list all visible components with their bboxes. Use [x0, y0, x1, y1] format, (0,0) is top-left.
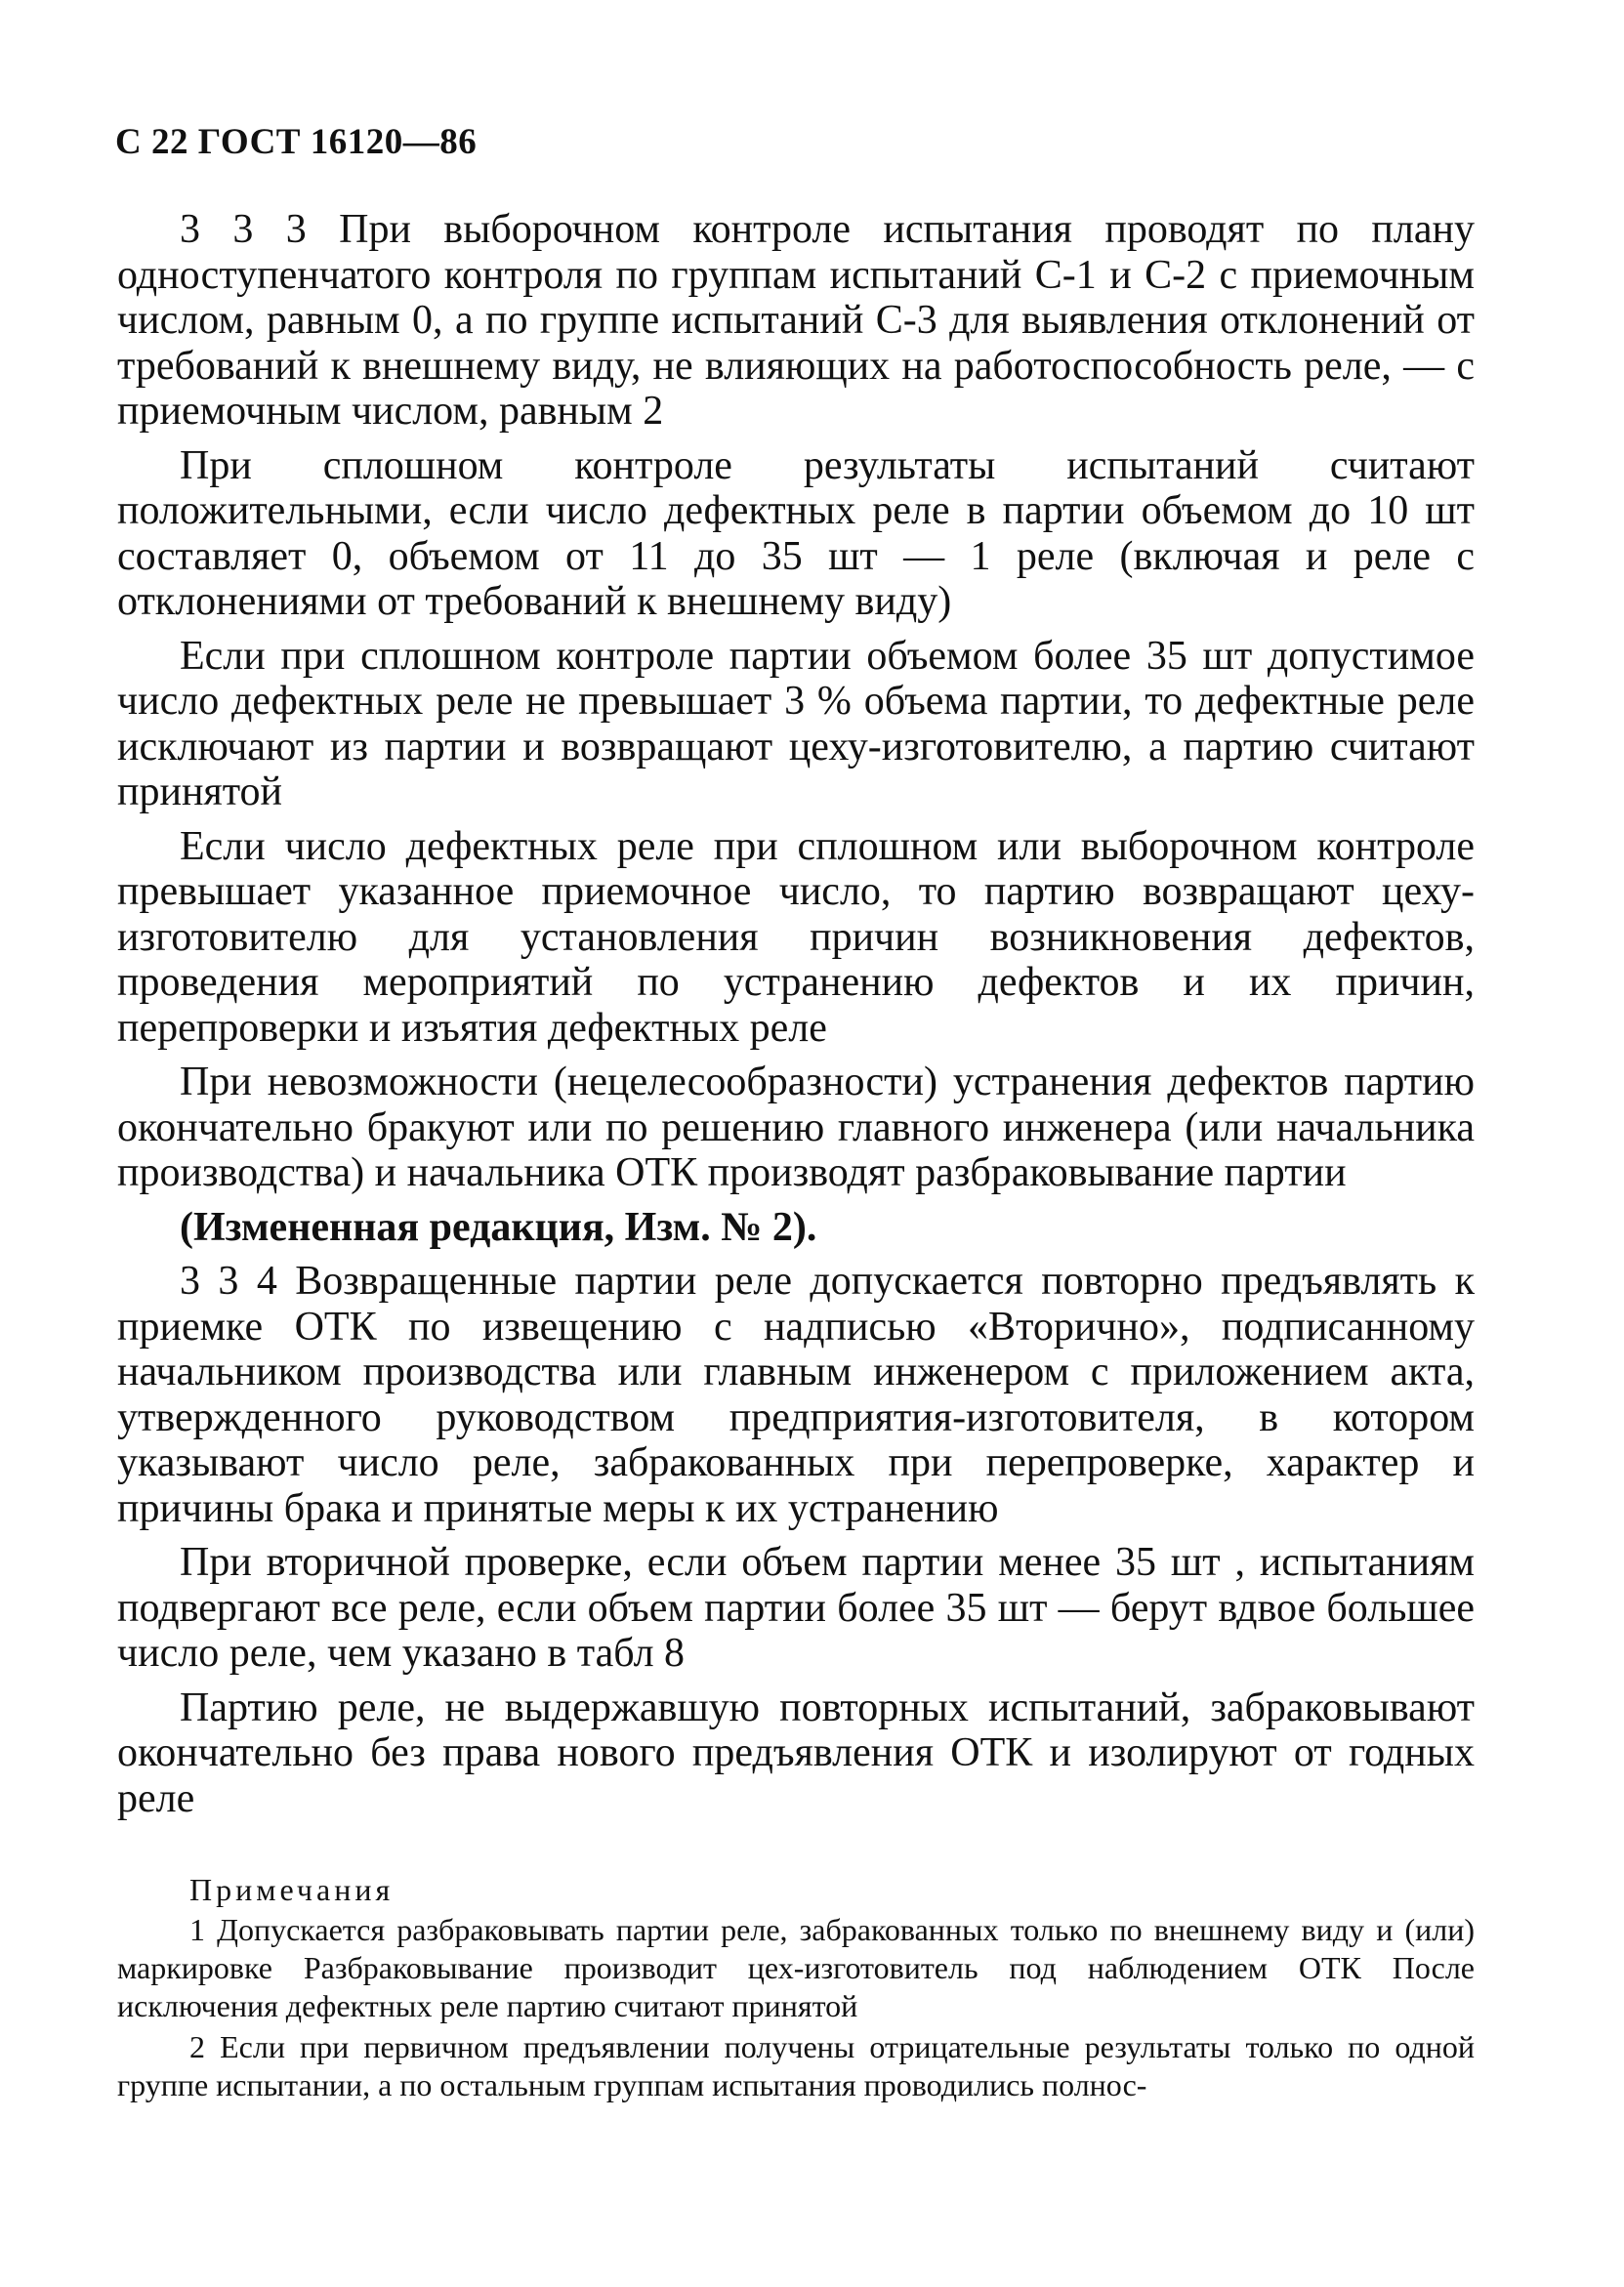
paragraph-impossibility: При невозможности (нецелесообразности) устранения дефектов партию окончательно бракуют или по решению главного инженера (или начальника производства) и начальника ОТК производят разбраковывание партии — [117, 1060, 1475, 1195]
notes-title: Примечания — [189, 1872, 395, 1907]
paragraph-3-3-4: 3 3 4 Возвращенные партии реле допускается повторно предъявлять к приемке ОТК по извещению с надписью «Вторично», подписанному начальником производства или главным инженером с приложением акта, утвержденного руководством предприятия-изготовителя, в котором указывают число реле, забракованных при перепроверке, характер и причины брака и принятые меры к их устранению — [117, 1259, 1475, 1531]
paragraph-over-35: Если при сплошном контроле партии объемом более 35 шт допустимое число дефектных реле не превышает 3 % объема партии, то дефектные реле исключают из партии и возвращают цеху-изготовителю, а партию считают принятой — [117, 633, 1475, 814]
paragraph-rejected-batch: Партию реле, не выдержавшую повторных испытаний, забраковывают окончательно без права нового предъявления ОТК и изолируют от годных реле — [117, 1684, 1475, 1821]
paragraph-secondary-check: При вторичной проверке, если объем партии менее 35 шт , испытаниям подвергают все реле, если объем партии более 35 шт — берут вдвое большее число реле, чем указано в табл 8 — [117, 1540, 1475, 1676]
amendment-note: (Измененная редакция, Изм. № 2). — [180, 1204, 817, 1250]
paragraph-defect-exceeds: Если число дефектных реле при сплошном или выборочном контроле превышает указанное приемочное число, то партию возвращают цеху-изготовителю для установления причин возникновения дефектов, проведения мероприятий по устранению дефектов и их причин, перепроверки и изъятия дефектных реле — [117, 823, 1475, 1051]
paragraph-continuous-control: При сплошном контроле результаты испытаний считают положительными, если число дефектных реле в партии объемом до 10 шт составляет 0, объемом от 11 до 35 шт — 1 реле (включая и реле с отклонениями от требований к внешнему виду) — [117, 442, 1475, 624]
page-header: С 22 ГОСТ 16120—86 — [115, 122, 478, 162]
note-item-2: 2 Если при первичном предъявлении получены отрицательные результаты только по одной группе испытании, а по остальным группам испытания проводились полнос- — [117, 2029, 1475, 2102]
paragraph-3-3-3: 3 3 3 При выборочном контроле испытания проводят по плану одноступенчатого контроля по группам испытаний С-1 и С-2 с приемочным числом, равным 0, а по группе испытаний С-3 для выявления отклонений от требований к внешнему виду, не влияющих на работоспособность реле, — с приемочным числом, равным 2 — [117, 207, 1475, 434]
note-item-1: 1 Допускается разбраковывать партии реле, забракованных только по внешнему виду и (или) маркировке Разбраковывание производит цех-изготовитель под наблюдением ОТК После исключения дефектных реле партию считают принятой — [117, 1912, 1475, 2023]
main-text — [117, 207, 1475, 1830]
notes-section — [117, 1871, 1475, 2107]
